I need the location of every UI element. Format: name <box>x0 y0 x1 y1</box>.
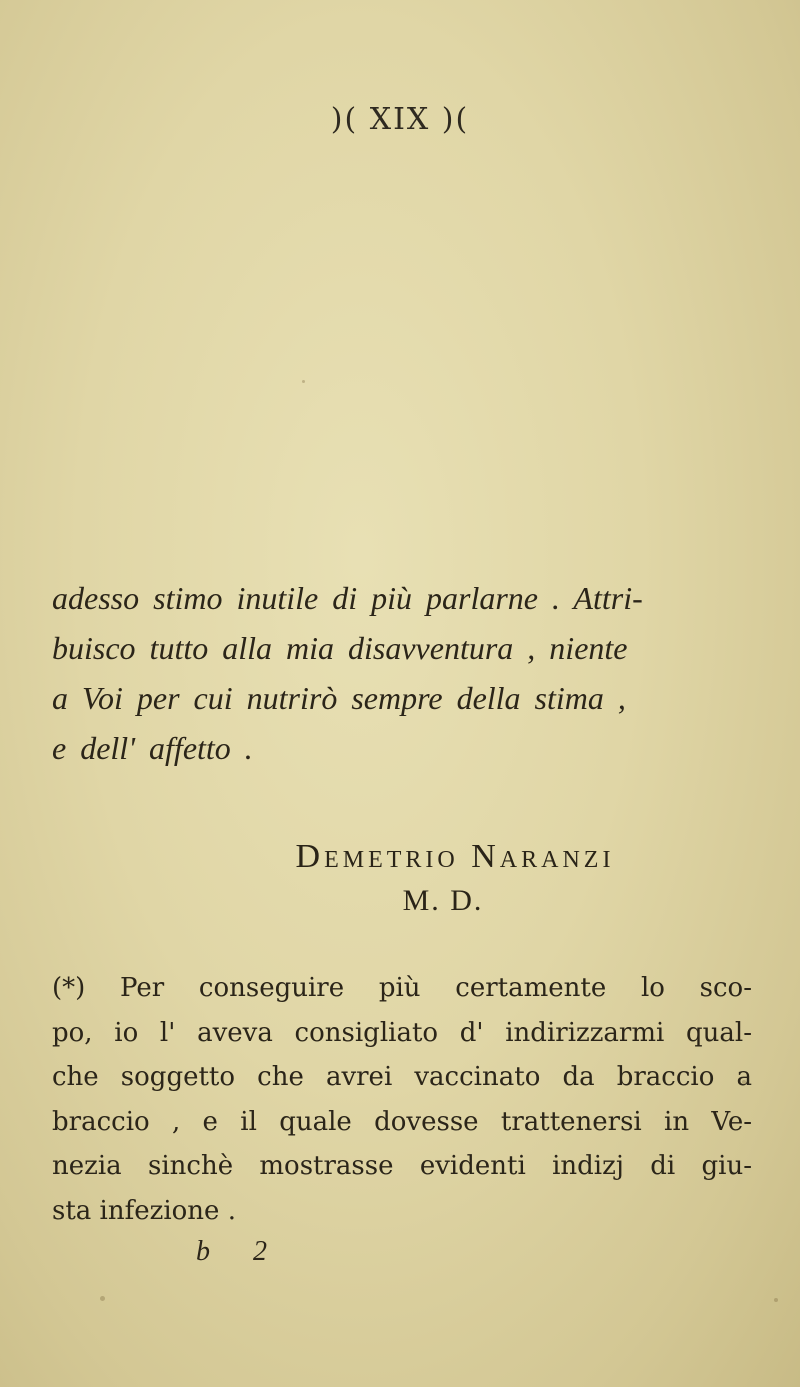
paper-spot <box>302 380 305 383</box>
letter-line: buisco tutto alla mia disavventura , niente <box>52 630 628 666</box>
letter-line: adesso stimo inutile di più parlarne . Attri- <box>52 580 643 616</box>
letter-body <box>52 573 752 773</box>
paper-spot <box>742 1080 746 1084</box>
page-number-header: )( XIX )( <box>330 102 470 137</box>
footnote-line: nezia sinchè mostrasse evidenti indizj di giu- <box>52 1151 752 1181</box>
printer-signature-mark: b 2 <box>196 1236 285 1267</box>
footnote-line: po, io l' aveva consigliato d' indirizzarmi qual- <box>52 1017 752 1048</box>
footnote-line: braccio , e il quale dovesse trattenersi in Ve- <box>52 1106 752 1137</box>
signature-degree: M. D. <box>402 884 484 917</box>
footnote-line: che soggetto che avrei vaccinato da braccio a <box>52 1062 752 1092</box>
paper-spot <box>774 1298 778 1302</box>
paper-spot <box>100 1296 105 1301</box>
footnote <box>52 966 752 1233</box>
footnote-line: (*) Per conseguire più certamente lo sco- <box>52 973 752 1003</box>
letter-line: a Voi per cui nutrirò sempre della stima , <box>52 680 626 716</box>
footnote-line: sta infezione . <box>52 1195 236 1226</box>
signature-name: Demetrio Naranzi <box>295 838 615 875</box>
letter-line: e dell' affetto . <box>52 730 253 766</box>
